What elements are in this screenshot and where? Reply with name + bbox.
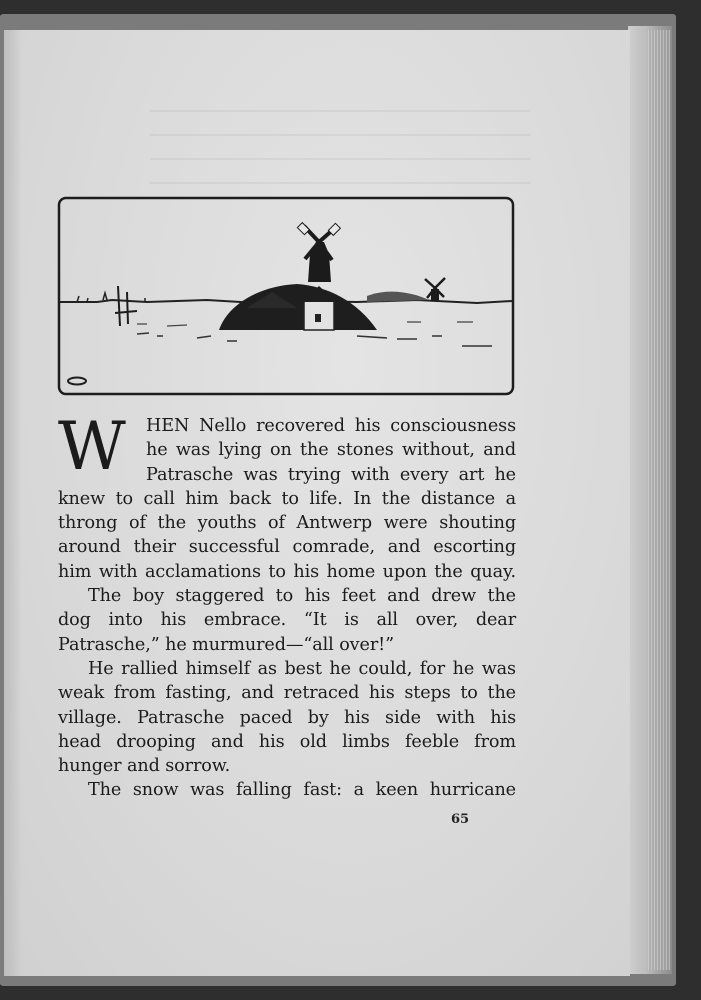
text-line: He rallied himself as best he could, for he was bbox=[88, 658, 516, 679]
text-line: HEN Nello recovered his consciousness bbox=[146, 416, 516, 436]
gutter-shadow bbox=[4, 30, 22, 976]
text-line: hunger and sorrow. bbox=[58, 756, 231, 777]
text-line: Patrasche was trying with every art he bbox=[146, 464, 516, 485]
windmill-landscape-illustration bbox=[57, 196, 515, 396]
text-line: he was lying on the stones without, and bbox=[146, 440, 516, 461]
page-edge-lines bbox=[648, 30, 670, 970]
text-line: weak from fasting, and retraced his steps to the bbox=[58, 683, 516, 704]
text-line: knew to call him back to life. In the distance a bbox=[58, 488, 516, 509]
text-line: Patrasche,” he murmured—“all over!” bbox=[58, 634, 395, 655]
text-line: village. Patrasche paced by his side with his bbox=[58, 707, 516, 728]
text-line: him with acclamations to his home upon the quay. bbox=[58, 561, 516, 582]
text-line: dog into his embrace. “It is all over, dear bbox=[58, 610, 516, 631]
drop-cap: W bbox=[58, 408, 126, 485]
text-line: around their successful comrade, and escorting bbox=[58, 537, 516, 558]
text-line: The snow was falling fast: a keen hurricane bbox=[88, 780, 516, 801]
text-line: The boy staggered to his feet and drew the bbox=[88, 586, 516, 607]
text-line: head drooping and his old limbs feeble from bbox=[58, 731, 516, 752]
body-text bbox=[58, 408, 516, 803]
text-line: throng of the youths of Antwerp were shouting bbox=[58, 513, 516, 534]
show-through-text bbox=[150, 110, 530, 200]
first-word-rest: HEN bbox=[146, 416, 190, 436]
page-number: 65 bbox=[451, 812, 470, 827]
